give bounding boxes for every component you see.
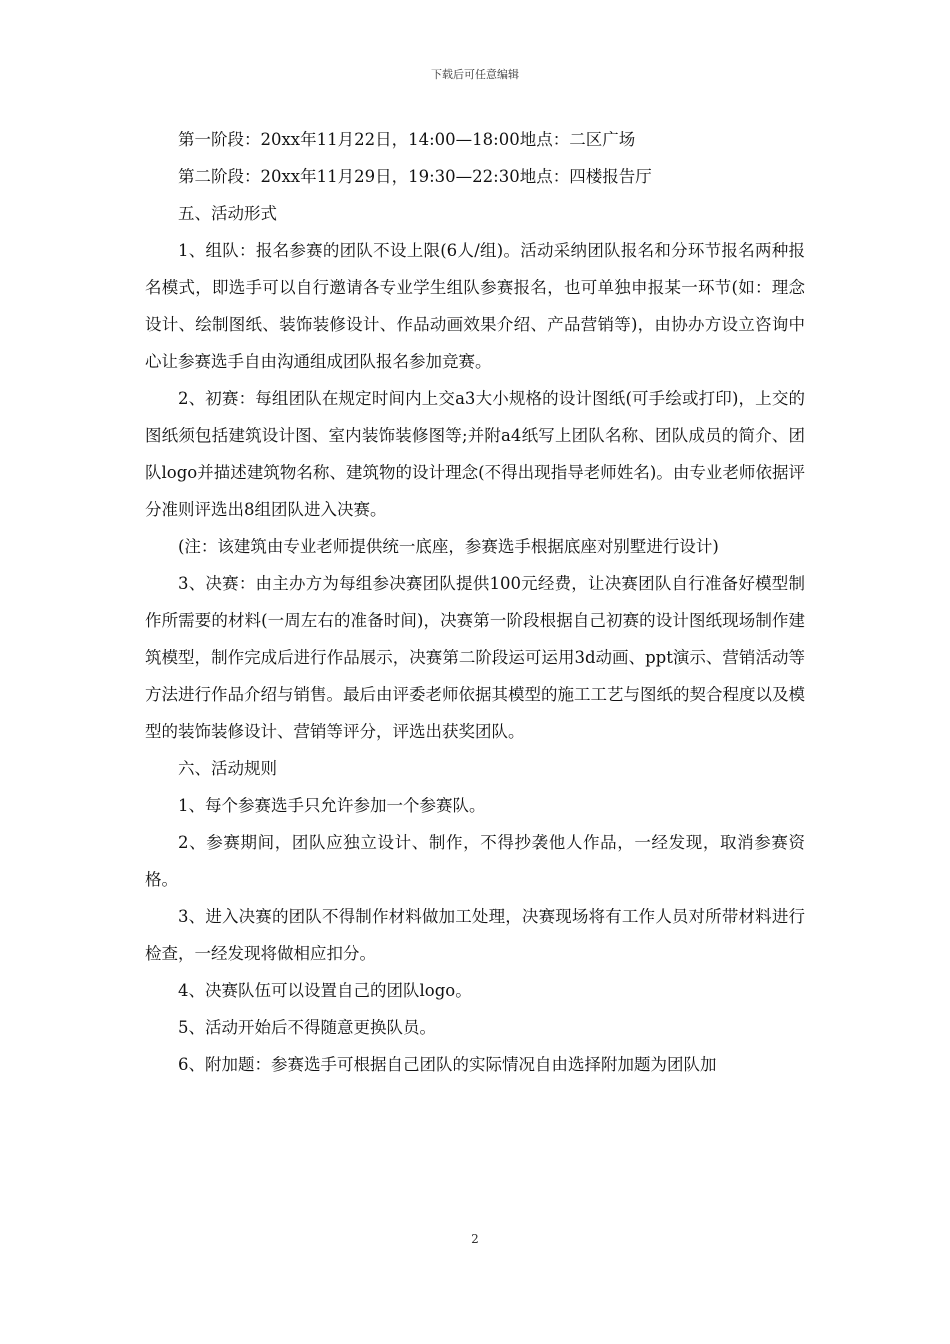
section-heading-activity-rules: 六、活动规则 xyxy=(178,759,277,778)
rule-item-5: 5、活动开始后不得随意更换队员。 xyxy=(178,1018,436,1037)
rule-item-1: 1、每个参赛选手只允许参加一个参赛队。 xyxy=(178,796,486,815)
page-header: 下载后可任意编辑 xyxy=(431,68,519,81)
rule-item-6: 6、附加题：参赛选手可根据自己团队的实际情况自由选择附加题为团队加 xyxy=(178,1055,717,1074)
document-body xyxy=(145,121,805,1083)
rule-item-4: 4、决赛队伍可以设置自己的团队logo。 xyxy=(178,981,472,1000)
rule-item-2: 2、参赛期间，团队应独立设计、制作，不得抄袭他人作品，一经发现，取消参赛资格。 xyxy=(145,833,805,889)
paragraph-final: 3、决赛：由主办方为每组参决赛团队提供100元经费，让决赛团队自行准备好模型制作所需要的材料(一周左右的准备时间)，决赛第一阶段根据自己初赛的设计图纸现场制作建筑模型，制作完成后进行作品展示，决赛第二阶段运可运用3d动画、ppt演示、营销活动等方法进行作品介绍与销售。最后由评委老师依据其模型的施工工艺与图纸的契合程度以及模型的装饰装修设计、营销等评分，评选出获奖团队。 xyxy=(145,574,805,741)
paragraph-stage-two: 第二阶段：20xx年11月29日，19:30—22:30地点：四楼报告厅 xyxy=(178,167,652,186)
paragraph-team-formation: 1、组队：报名参赛的团队不设上限(6人/组)。活动采纳团队报名和分环节报名两种报名模式，即选手可以自行邀请各专业学生组队参赛报名，也可单独申报某一环节(如：理念设计、绘制图纸、装饰装修设计、作品动画效果介绍、产品营销等)，由协办方设立咨询中心让参赛选手自由沟通组成团队报名参加竞赛。 xyxy=(145,241,805,371)
paragraph-preliminary: 2、初赛：每组团队在规定时间内上交a3大小规格的设计图纸(可手绘或打印)，上交的图纸须包括建筑设计图、室内装饰装修图等;并附a4纸写上团队名称、团队成员的简介、团队logo并描述建筑物名称、建筑物的设计理念(不得出现指导老师姓名)。由专业老师依据评分准则评选出8组团队进入决赛。 xyxy=(145,389,805,519)
rule-item-3: 3、进入决赛的团队不得制作材料做加工处理，决赛现场将有工作人员对所带材料进行检查，一经发现将做相应扣分。 xyxy=(145,907,805,963)
section-heading-activity-format: 五、活动形式 xyxy=(178,204,277,223)
page-number: 2 xyxy=(471,1232,479,1246)
paragraph-note: (注：该建筑由专业老师提供统一底座，参赛选手根据底座对别墅进行设计) xyxy=(178,537,719,556)
paragraph-stage-one: 第一阶段：20xx年11月22日，14:00—18:00地点：二区广场 xyxy=(178,130,636,149)
